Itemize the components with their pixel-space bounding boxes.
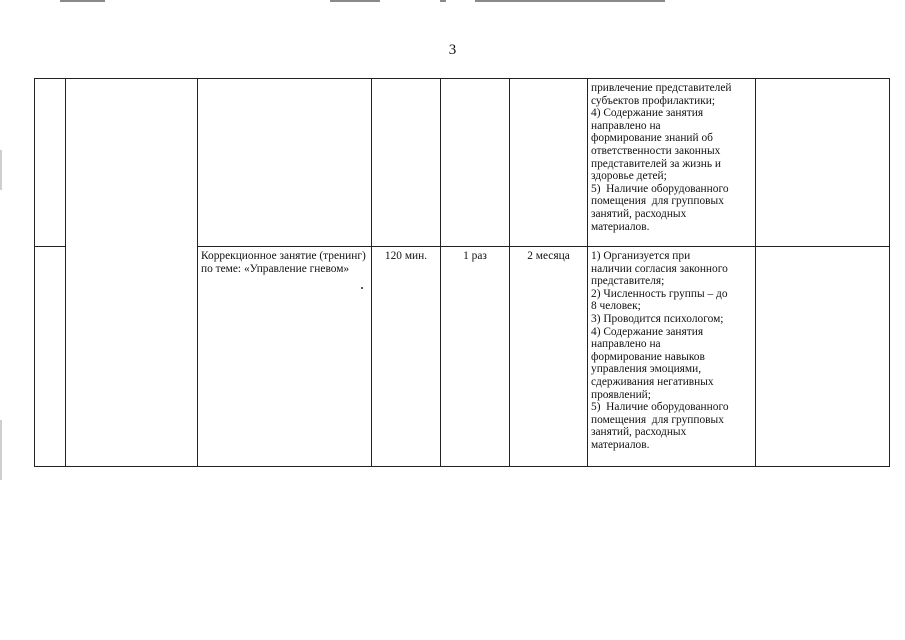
condition-line: материалов. [591,438,650,451]
condition-line: 5) Наличие оборудованного [591,401,729,414]
condition-line: 5) Наличие оборудованного [591,182,729,195]
condition-line: представителей за жизнь и [591,157,722,170]
condition-line: формирование знаний об [591,132,713,145]
condition-line: помещения для групповых [591,413,724,426]
condition-line: направлено на [591,119,661,132]
condition-line: проявлений; [591,388,651,401]
category-cell [66,79,198,467]
program-table [34,78,890,467]
scan-artifact-line [60,0,105,2]
row-number-cell [35,247,66,467]
condition-line: помещения для групповых [591,195,724,208]
condition-line: 2) Численность группы – до [591,287,728,300]
condition-line: 8 человек; [591,300,641,313]
condition-line: субъектов профилактики; [591,94,715,107]
condition-line: ответственности законных [591,144,721,157]
frequency-cell: 1 раз [441,247,510,467]
condition-line: 4) Содержание занятия [591,107,704,120]
condition-line: 4) Содержание занятия [591,325,704,338]
period-cell: 2 месяца [510,247,588,467]
scan-edge-mark [0,150,2,190]
activity-cell: Коррекционное занятие (тренинг) по теме: «Управление гневом» [198,247,372,467]
duration-cell: 120 мин. [372,247,441,467]
notes-cell [756,247,890,467]
scan-artifact-line [440,0,446,2]
page-number: 3 [448,42,457,58]
condition-line: представителя; [591,275,665,288]
scan-artifact-line [330,0,380,2]
conditions-cell [588,247,756,467]
frequency-cell [441,79,510,247]
condition-line: направлено на [591,338,661,351]
conditions-cell [588,79,756,247]
scan-edge-mark [0,420,2,480]
condition-line: привлечение представителей [591,82,732,94]
notes-cell [756,79,890,247]
condition-line: материалов. [591,220,650,233]
condition-line: наличии согласия законного [591,262,728,275]
condition-line: занятий, расходных [591,426,687,439]
duration-cell [372,79,441,247]
condition-line: здоровье детей; [591,170,667,183]
row-number-cell [35,79,66,247]
activity-cell [198,79,372,247]
condition-line: сдерживания негативных [591,375,714,388]
condition-line: управления эмоциями, [591,363,702,376]
scan-speck [361,287,363,289]
scan-artifact-line [475,0,665,2]
period-cell [510,79,588,247]
condition-line: занятий, расходных [591,207,687,220]
condition-line: 3) Проводится психологом; [591,312,724,325]
condition-line: 1) Организуется при [591,250,691,262]
table-row [35,79,890,247]
condition-line: формирование навыков [591,350,705,363]
